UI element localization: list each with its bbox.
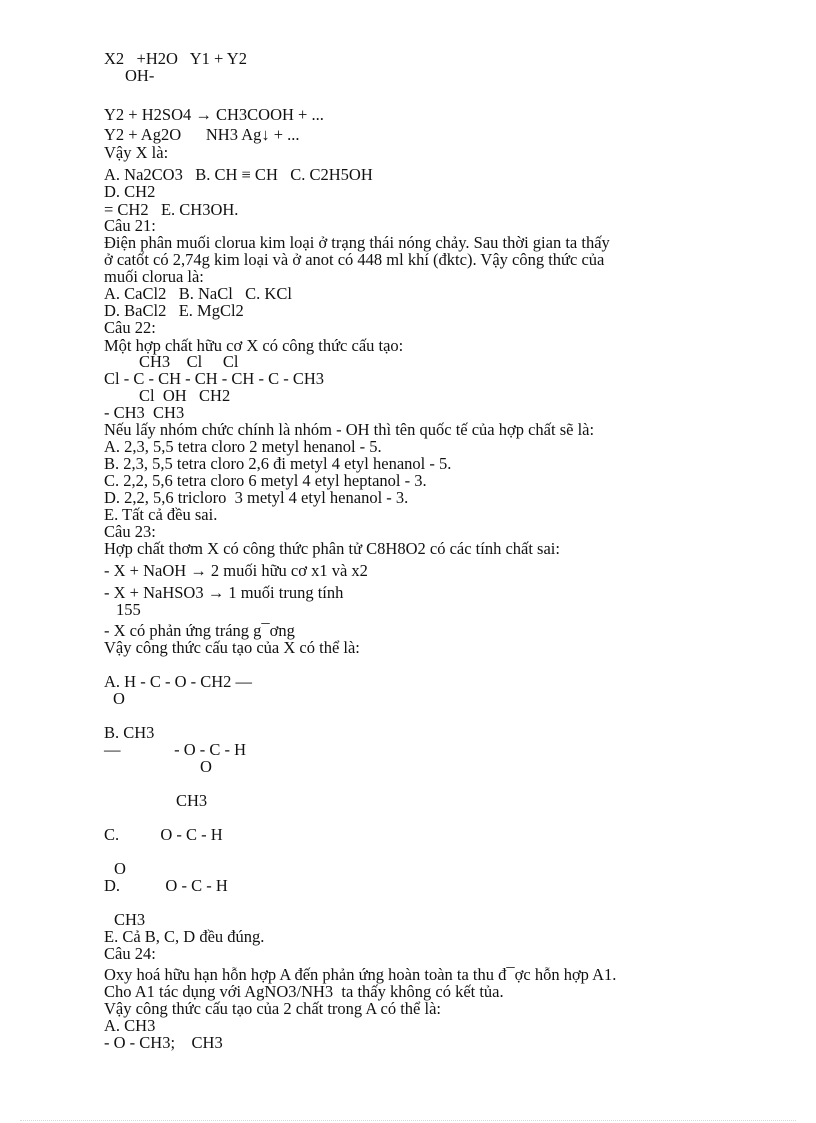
- text-line: ở catốt có 2,74g kim loại và ở anot có 448 ml khí (đktc). Vậy công thức của: [104, 250, 605, 269]
- text-line: Vậy X là:: [104, 143, 169, 162]
- text-line: D. BaCl2 E. MgCl2: [104, 301, 244, 320]
- text-line: CH3: [176, 791, 208, 810]
- text-line: A. CaCl2 B. NaCl C. KCl: [104, 284, 292, 303]
- text-line: CH3: [114, 910, 146, 929]
- text-line: E. Cả B, C, D đều đúng.: [104, 927, 265, 946]
- text-line: 155: [116, 600, 141, 619]
- text-line: muối clorua là:: [104, 267, 204, 286]
- text-line: Cl OH CH2: [139, 386, 231, 405]
- text-line: Một hợp chất hữu cơ X có công thức cấu tạo:: [104, 336, 404, 355]
- text-line: A. Na2CO3 B. CH ≡ CH C. C2H5OH: [104, 165, 373, 184]
- page-bottom-border: [20, 1120, 796, 1121]
- text-line: Vậy công thức cấu tạo của X có thể là:: [104, 638, 360, 657]
- text-line: CH3 Cl Cl: [139, 352, 239, 371]
- text-line: B. CH3: [104, 723, 155, 742]
- text-line: B. 2,3, 5,5 tetra cloro 2,6 đi metyl 4 etyl henanol - 5.: [104, 454, 452, 473]
- text-line: = CH2 E. CH3OH.: [104, 200, 239, 219]
- text-line: OH-: [125, 66, 155, 85]
- text-line: E. Tất cả đều sai.: [104, 505, 218, 524]
- text-line: Câu 24:: [104, 944, 156, 963]
- text-line: Vậy công thức cấu tạo của 2 chất trong A có thể là:: [104, 999, 441, 1018]
- text-line: Điện phân muối clorua kim loại ở trạng thái nóng chảy. Sau thời gian ta thấy: [104, 233, 610, 252]
- text-line: X2 +H2O Y1 + Y2: [104, 49, 247, 68]
- text-line: Hợp chất thơm X có công thức phân tử C8H8O2 có các tính chất sai:: [104, 539, 560, 558]
- text-line: C. O - C - H: [104, 825, 223, 844]
- text-line: C. 2,2, 5,6 tetra cloro 6 metyl 4 etyl heptanol - 3.: [104, 471, 427, 490]
- text-line: O: [200, 757, 212, 776]
- text-line: Câu 22:: [104, 318, 156, 337]
- text-line: - CH3 CH3: [104, 403, 185, 422]
- text-line: D. CH2: [104, 182, 156, 201]
- text-line: Câu 21:: [104, 216, 156, 235]
- text-line: D. 2,2, 5,6 tricloro 3 metyl 4 etyl henanol - 3.: [104, 488, 409, 507]
- text-line: Y2 + H2SO4 → CH3COOH + ...: [104, 105, 324, 124]
- text-line: Oxy hoá hữu hạn hỗn hợp A đến phản ứng hoàn toàn ta thu đ¯ợc hỗn hợp A1.: [104, 965, 617, 984]
- text-line: A. H - C - O - CH2 —: [104, 672, 253, 691]
- text-line: O: [113, 689, 125, 708]
- text-line: - X + NaHSO3 → 1 muối trung tính: [104, 583, 344, 602]
- text-line: - X có phản ứng tráng g¯ơng: [104, 621, 295, 640]
- text-line: Cho A1 tác dụng với AgNO3/NH3 ta thấy không có kết tủa.: [104, 982, 504, 1001]
- text-line: — - O - C - H: [104, 740, 247, 759]
- text-line: Y2 + Ag2O NH3 Ag↓ + ...: [104, 125, 300, 144]
- text-line: O: [114, 859, 126, 878]
- text-line: - X + NaOH → 2 muối hữu cơ x1 và x2: [104, 561, 368, 580]
- text-line: Cl - C - CH - CH - CH - C - CH3: [104, 369, 325, 388]
- text-line: A. CH3: [104, 1016, 156, 1035]
- text-line: A. 2,3, 5,5 tetra cloro 2 metyl henanol - 5.: [104, 437, 382, 456]
- text-line: Nếu lấy nhóm chức chính là nhóm - OH thì tên quốc tế của hợp chất sẽ là:: [104, 420, 595, 439]
- text-line: D. O - C - H: [104, 876, 228, 895]
- text-line: Câu 23:: [104, 522, 156, 541]
- text-line: - O - CH3; CH3: [104, 1033, 223, 1052]
